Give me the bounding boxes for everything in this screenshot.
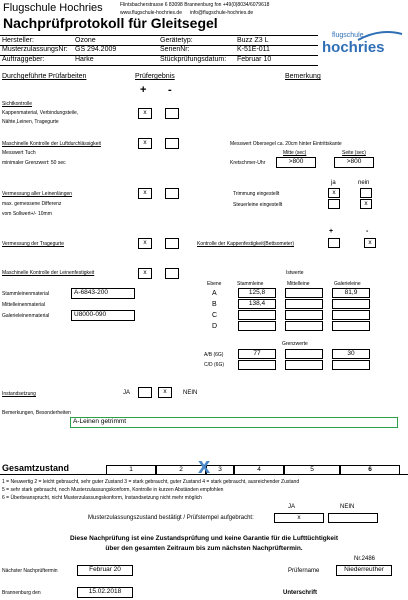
luft-uhr: Kretschmer-Uhr: [230, 160, 266, 166]
naechster-label: Nächster Nachprüftermin: [2, 568, 58, 574]
luft-title: Maschinelle Kontrolle der Luftdurchlässigkeit: [2, 141, 101, 147]
row-c-label: C: [212, 312, 218, 319]
col-pruefarbeiten: Durchgeführte Prüfarbeiten: [2, 73, 87, 80]
leinen-line-1: max. gemessene Differenz: [2, 201, 62, 207]
trage-minus-checkbox[interactable]: [165, 238, 179, 249]
galerie-mat-value[interactable]: U8000-090: [71, 310, 135, 321]
a-mittel-value[interactable]: [285, 288, 323, 298]
school-address: Flintsbacherstrasse 6 83098 Brannenburg fon +49(0)8034/6079618: [120, 2, 270, 8]
steuer-label: Steuerleine eingestellt: [233, 202, 283, 208]
geraetetyp-value: Buzz Z3 L: [237, 37, 269, 44]
d-stamm-value[interactable]: [238, 321, 276, 331]
cd-stamm-value[interactable]: [238, 360, 276, 370]
luft-messwert: Messwert Obersegel ca. 20cm hinter Eintrittskante: [230, 141, 342, 147]
instand-title: Instandsetzung: [2, 391, 36, 397]
leinen-plus-checkbox[interactable]: x: [138, 188, 152, 199]
luft-tuch: Messwert Tuch: [2, 150, 36, 156]
bemerk-title: Bemerkungen, Besonderheiten: [2, 410, 71, 416]
serien-value: K-51E-011: [237, 46, 270, 53]
luft-seite-value[interactable]: >800: [334, 157, 374, 168]
naechster-value[interactable]: Februar 20: [77, 565, 133, 576]
disclaimer-line-1: Diese Nachprüfung ist eine Zustandsprüfung und keine Garantie für die Lufttüchtigkeit: [70, 535, 338, 542]
a-stamm-value[interactable]: 125,8: [238, 288, 276, 298]
stueck-value: Februar 10: [237, 56, 272, 63]
geraetetyp-label: Gerätetyp:: [160, 37, 193, 44]
grade-6-box[interactable]: 6: [340, 465, 400, 475]
festigkeit-minus-checkbox[interactable]: [165, 268, 179, 279]
cd-label: C/D (6G): [204, 362, 224, 368]
trimmung-label: Trimmung eingestellt: [233, 191, 280, 197]
zulassung-label: MusterzulassungsNr:: [2, 46, 68, 53]
gesamt-legend-3: 6 = Überbeansprucht, nicht Musterzulassungskonform, Instandsetzung nicht mehr möglich: [2, 495, 202, 501]
school-name: Flugschule Hochries: [3, 2, 103, 14]
page-title: Nachprüfprotokoll für Gleitsegel: [3, 15, 218, 31]
istwerte-label: Istwerte: [286, 270, 304, 276]
serien-label: SerienNr:: [160, 46, 190, 53]
galerie-col-label: Galerieleine: [334, 281, 361, 287]
b-galerie-value[interactable]: [332, 299, 370, 309]
col-minus: -: [168, 84, 172, 96]
instand-ja-checkbox[interactable]: [138, 387, 152, 398]
d-mittel-value[interactable]: [285, 321, 323, 331]
logo: [318, 24, 404, 64]
ab-galerie-value[interactable]: 30: [332, 349, 370, 359]
pruefer-value[interactable]: Niederreuther: [336, 565, 392, 576]
pruefer-label: Prüfername: [288, 568, 320, 574]
grade-2-box[interactable]: 2: [156, 465, 206, 475]
luft-seite-label: Seite (sec): [342, 150, 366, 156]
mittel-mat-label: Mittelleinenmaterial: [2, 302, 46, 308]
instand-ja-label: JA: [123, 390, 131, 396]
luft-plus-checkbox[interactable]: x: [138, 138, 152, 149]
leinen-ja-label: ja: [331, 180, 336, 186]
school-email[interactable]: info@flugschule-hochries.de: [190, 10, 254, 16]
protocol-number: Nr.2486: [354, 556, 376, 562]
festigkeit-plus-checkbox[interactable]: x: [138, 268, 152, 279]
galerie-mat-label: Galerieleinenmaterial: [2, 313, 50, 319]
trimmung-ja-checkbox[interactable]: x: [328, 188, 340, 198]
ort-label: Brannenburg den: [2, 590, 41, 596]
auftrag-label: Auftraggeber:: [2, 56, 45, 63]
grade-3-box[interactable]: 3: [206, 465, 234, 475]
kappe-title: Kontrolle der Kappenfestigkeit(Bettsometer): [197, 241, 294, 247]
luft-minus-checkbox[interactable]: [165, 138, 179, 149]
sicht-line-1: Kappenmaterial, Verbindungsteile,: [2, 110, 79, 116]
steuer-nein-checkbox[interactable]: x: [360, 199, 372, 209]
kappe-plus-checkbox[interactable]: [328, 238, 340, 248]
gesamt-legend-2: 5 = sehr stark gebraucht, noch Musterzulassungskonform, Kontrolle in kurzen Abständen empfohlen: [2, 487, 224, 493]
sicht-line-2: Nähte,Leinen, Tragegurte: [2, 119, 59, 125]
kappe-minus-label: -: [366, 228, 369, 235]
leinen-title: Vermessung aller Leinenlängen: [2, 191, 73, 197]
logo-main-text: hochries: [322, 39, 385, 56]
ab-stamm-value[interactable]: 77: [238, 349, 276, 359]
grade-selected-mark: x: [198, 453, 211, 478]
ebene-label: Ebene: [207, 281, 222, 287]
kappe-plus-label: +: [329, 228, 334, 235]
grade-4-box[interactable]: 4: [234, 465, 284, 475]
col-pruefergebnis: Prüfergebnis: [135, 73, 175, 80]
bemerk-input[interactable]: A-Leinen getrimmt: [70, 417, 398, 428]
zulassung-value: GS 294.2009: [75, 46, 117, 53]
luft-mitte-label: Mitte (sec): [283, 150, 307, 156]
mittel-col-label: Mittelleine: [287, 281, 310, 287]
grenzwerte-label: Grenzwerte: [282, 341, 308, 347]
sicht-title: Sichtkontrolle: [2, 101, 33, 107]
unterschrift-label: Unterschrift: [283, 590, 318, 596]
disclaimer-line-2: über den gesamten Zeitraum bis zum nächsten Nachprüftermin.: [105, 545, 303, 552]
leinen-minus-checkbox[interactable]: [165, 188, 179, 199]
col-bemerkung: Bemerkung: [285, 73, 321, 80]
c-mittel-value[interactable]: [285, 310, 323, 320]
c-galerie-value[interactable]: [332, 310, 370, 320]
steuer-ja-checkbox[interactable]: [328, 199, 340, 209]
trage-title: Vermessung der Tragegurte: [2, 241, 64, 247]
gesamt-legend-1: 1 = Neuwertig 2 = leicht gebraucht, sehr guter Zustand 3 = stark gebraucht, guter Zustand 4 = stark gebraucht, ausreichender Zustand: [2, 479, 300, 485]
kappe-minus-checkbox[interactable]: x: [364, 238, 376, 248]
gesamt-title: Gesamtzustand: [2, 463, 70, 473]
trage-plus-checkbox[interactable]: x: [138, 238, 152, 249]
stamm-mat-label: Stammleinenmaterial: [2, 291, 49, 297]
cd-galerie-value[interactable]: [332, 360, 370, 370]
ab-mittel-value[interactable]: [285, 349, 323, 359]
leinen-line-2: vom Sollwert+/- 10mm: [2, 211, 52, 217]
hersteller-label: Hersteller:: [2, 37, 34, 44]
c-stamm-value[interactable]: [238, 310, 276, 320]
grade-5-box[interactable]: 5: [284, 465, 340, 475]
datum-value[interactable]: 15.02.2018: [77, 587, 133, 598]
a-galerie-value[interactable]: 81,9: [332, 288, 370, 298]
festigkeit-title: Maschinelle Kontrolle der Leinenfestigkeit: [2, 270, 95, 276]
school-web[interactable]: www.flugschule-hochries.de: [120, 10, 182, 16]
sicht-plus-checkbox[interactable]: x: [138, 108, 152, 119]
cd-mittel-value[interactable]: [285, 360, 323, 370]
instand-nein-checkbox[interactable]: x: [158, 387, 172, 398]
b-mittel-value[interactable]: [285, 299, 323, 309]
stamm-mat-value[interactable]: A-6843-200: [71, 288, 135, 299]
auftrag-value: Harke: [75, 56, 94, 63]
muster-ja-label: JA: [288, 504, 296, 510]
leinen-nein-label: nein: [358, 180, 370, 186]
stamm-col-label: Stammleine: [237, 281, 264, 287]
b-stamm-value[interactable]: 138,4: [238, 299, 276, 309]
muster-label: Musterzulassungszustand bestätigt / Prüfstempel aufgebracht:: [88, 515, 254, 521]
logo-top-text: flugschule: [332, 32, 364, 39]
muster-ja-checkbox[interactable]: x: [274, 513, 324, 523]
muster-nein-label: NEIN: [340, 504, 355, 510]
row-b-label: B: [212, 301, 217, 308]
grade-1-box[interactable]: 1: [106, 465, 156, 475]
row-d-label: D: [212, 323, 218, 330]
sicht-minus-checkbox[interactable]: [165, 108, 179, 119]
col-plus: +: [140, 84, 147, 96]
muster-nein-checkbox[interactable]: [328, 513, 378, 523]
luft-grenz: minimaler Grenzwert: 50 sec: [2, 160, 66, 166]
instand-nein-label: NEIN: [183, 390, 198, 396]
row-a-label: A: [212, 290, 217, 297]
stueck-label: Stückprüfungsdatum:: [160, 56, 227, 63]
d-galerie-value[interactable]: [332, 321, 370, 331]
hersteller-value: Ozone: [75, 37, 96, 44]
luft-mitte-value[interactable]: >800: [276, 157, 316, 168]
ab-label: A/B (6G): [204, 352, 224, 358]
trimmung-nein-checkbox[interactable]: [360, 188, 372, 198]
